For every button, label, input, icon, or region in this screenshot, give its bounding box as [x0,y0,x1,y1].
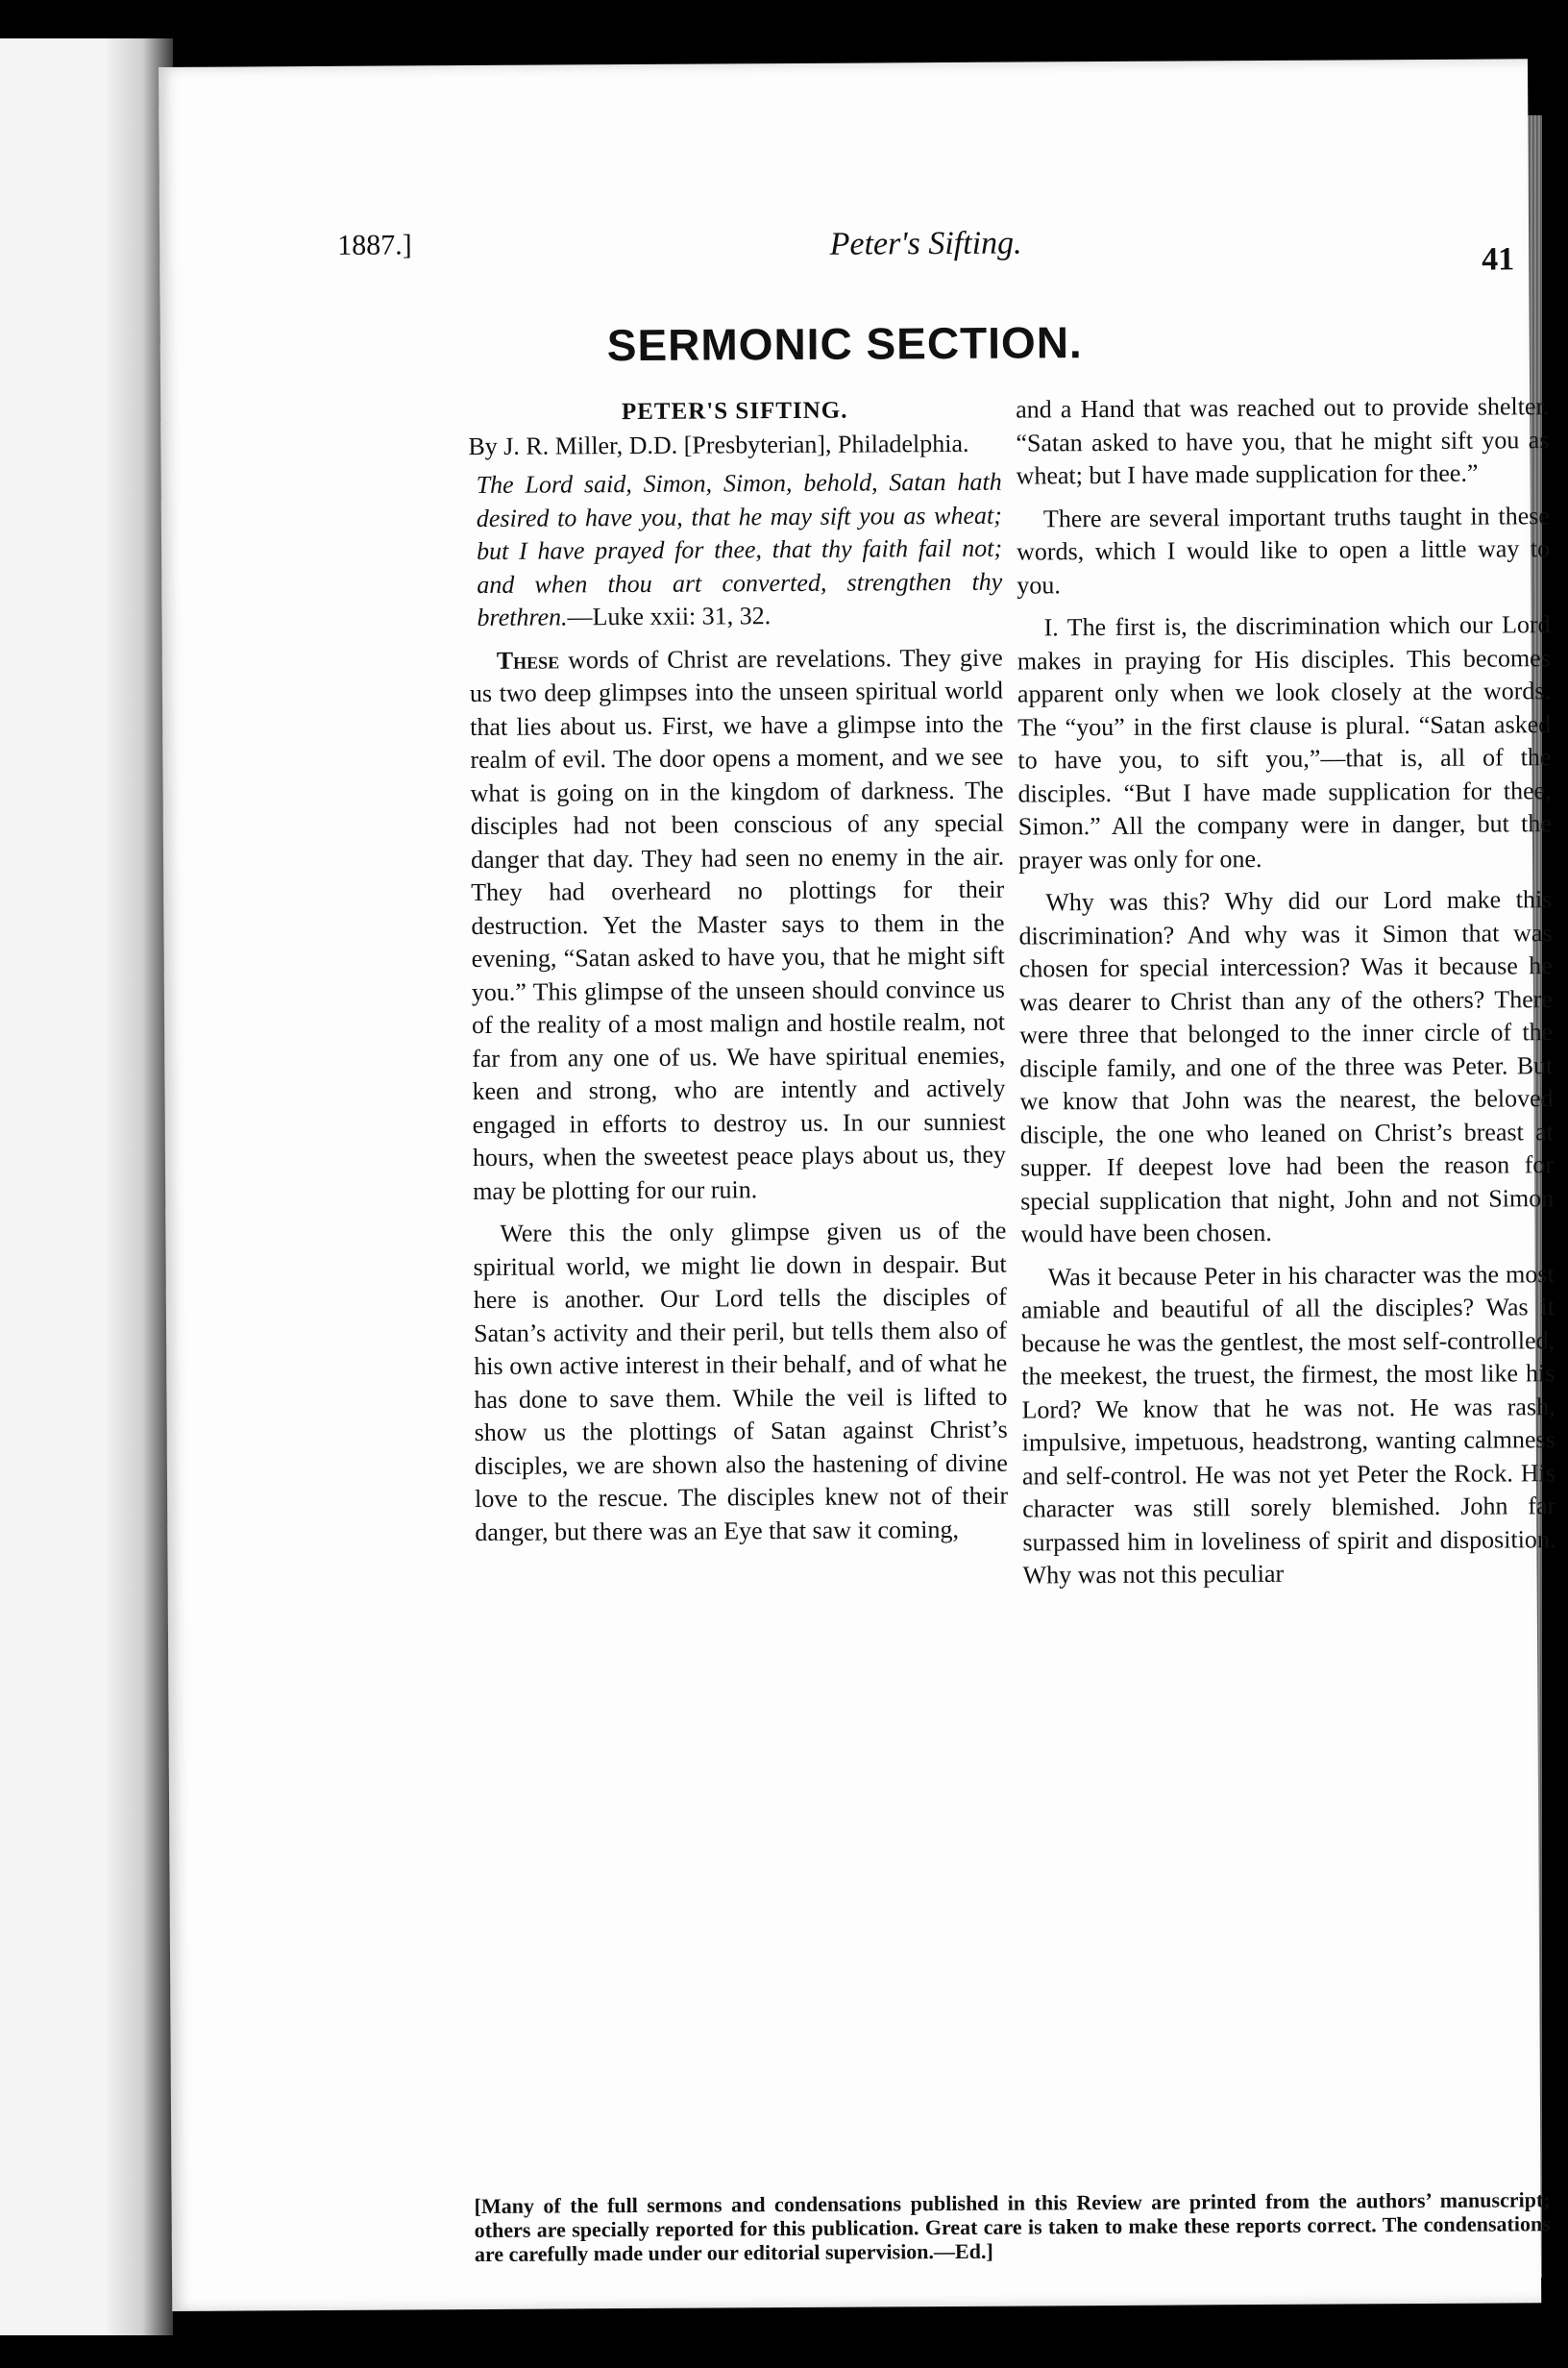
scripture-text [469,466,1003,635]
paragraph: There are several important truths taught in these words, which I would like to open a little way to you. [1017,501,1551,600]
sermon-byline: By J. R. Miller, D.D. [Presbyterian], Philadelphia. [468,429,969,460]
footnote-text: [Many of the full sermons and condensations published in this Review are printed from the authors’ manuscript; others are specially reported for this publication. Great care is taken to make these reports correct. The condensations are carefully made under our editorial supervision.—Ed.] [474,2187,1551,2267]
right-column [1016,390,1556,1592]
sermon-title: PETER'S SIFTING. [621,397,848,426]
paragraph: and a Hand that was reached out to provide shelter. “Satan asked to have you, that he might sift you as wheat; but I have made supplication for thee.” [1016,392,1550,490]
section-heading: SERMONIC SECTION. [606,317,1083,371]
book-page [159,59,1556,2311]
paragraph [470,641,1007,1208]
paragraph-body: words of Christ are revelations. They give us two deep glimpses into the unseen spiritual world that lies about us. First, we have a glimpse into the realm of evil. The door opens a moment, and we see what is going on in the kingdom of darkness. The disciples had not been conscious of any special danger that day. They had seen no enemy in the air. They had overheard no plottings for their destruction. Yet the Master says to them in the evening, “Satan asked to have you, that he might sift you.” This glimpse of the unseen should convince us of the reality of a most malign and hostile realm, not far from any one of us. We have spiritual enemies, keen and strong, who are intently and actively engaged in efforts to destroy us. In our sunniest hours, when the sweetest peace plays about us, they may be plotting for our ruin. [469,643,1007,1205]
scripture-reference: —Luke xxii: 31, 32. [567,602,772,631]
editorial-footnote [475,2187,1551,2266]
running-head [337,222,1514,286]
paragraph: Was it because Peter in his character was the most amiable and beautiful of all the disciples? Was it because he was the gentlest, the most self-controlled, the meekest, the truest, the firmest, the most like his Lord? We know that he was not. He was rash, impulsive, impetuous, headstrong, wanting calmness and self-control. He was not yet Peter the Rock. His character was still sorely blemished. John far surpassed him in loveliness of spirit and disposition. Why was not this peculiar [1020,1259,1556,1590]
drop-word: These [496,645,560,675]
page-number: 41 [1482,241,1515,278]
running-title: Peter's Sifting. [829,225,1022,262]
left-column [468,394,1008,1549]
header-year: 1887.] [337,229,412,261]
paragraph: I. The first is, the discrimination which our Lord makes in praying for His disciples. This becomes apparent only when we look closely at the words. The “you” in the first clause is plural. “Satan asked to have you, to sift you,”—that is, all of the disciples. “But I have made supplication for thee, Simon.” All the company were in danger, but the prayer was only for one. [1017,610,1552,875]
scripture-quote: The Lord said, Simon, Simon, behold, Satan hath desired to have you, that he may sift you as wheat; but I have prayed for thee, that thy faith fail not; and when thou art converted, strengthen thy brethren. [476,467,1003,631]
paragraph: Why was this? Why did our Lord make this discrimination? And why was it Simon that was chosen for special intercession? Was it because he was dearer to Christ than any of the others? There were three that belonged to the inner circle of the disciple family, and one of the three was Peter. But we know that John was the nearest, the beloved disciple, the one who leaned on Christ’s breast at supper. If deepest love had been the reason for special supplication that night, John and not Simon would have been chosen. [1018,885,1555,1248]
paragraph: Were this the only glimpse given us of the spiritual world, we might lie down in despair. But here is another. Our Lord tells the disciples of Satan’s activity and their peril, but tells them also of his own active interest in their behalf, and of what he has done to save them. While the veil is lifted to show us the plottings of Satan against Christ’s disciples, we are shown also the hastening of divine love to the rescue. The disciples knew not of their danger, but there was an Eye that saw it coming, [473,1216,1009,1546]
